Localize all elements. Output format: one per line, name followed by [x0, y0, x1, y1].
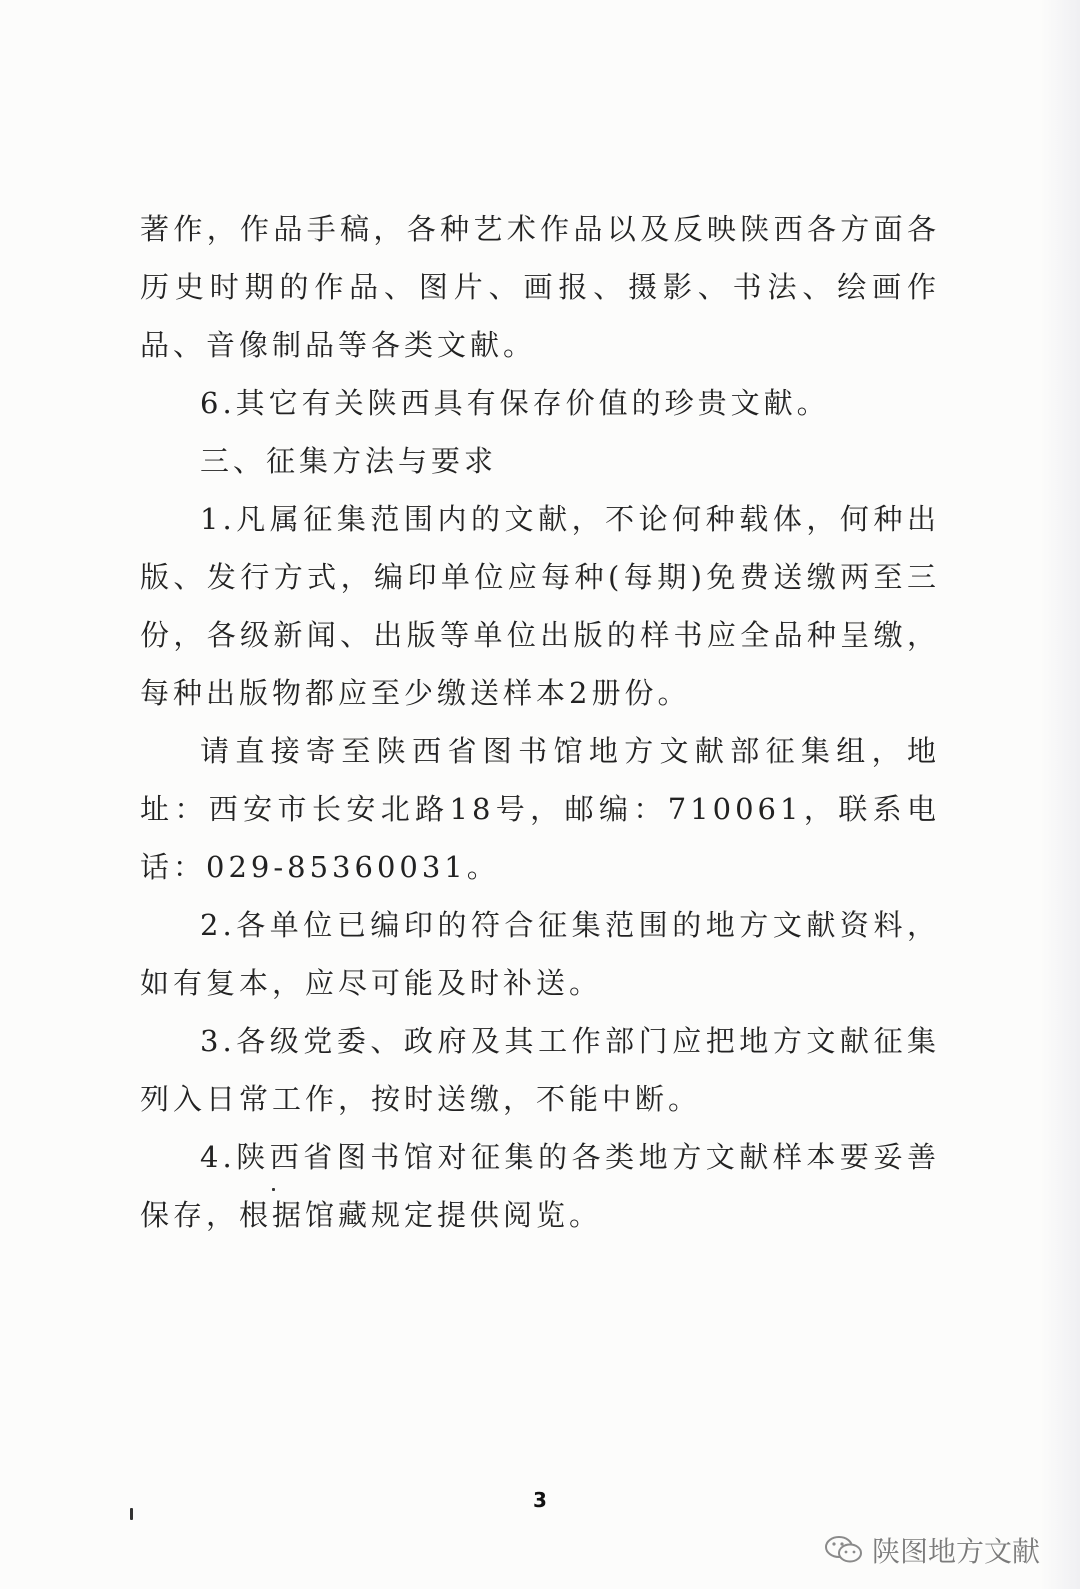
paragraph: 6.其它有关陕西具有保存价值的珍贵文献。 — [200, 386, 830, 420]
page-number: 3 — [533, 1488, 547, 1512]
watermark-text: 陕图地方文献 — [871, 1535, 1040, 1568]
watermark — [824, 1530, 1040, 1570]
wechat-icon — [824, 1534, 864, 1566]
section-heading: 三、征集方法与要求 — [200, 444, 498, 478]
paragraph: 3.各级党委、政府及其工作部门应把地方文献征集列入日常工作，按时送缴，不能中断。 — [140, 1024, 940, 1116]
scan-speck — [272, 1188, 275, 1191]
scan-speck — [130, 1508, 133, 1520]
paragraph: 2.各单位已编印的符合征集范围的地方文献资料，如有复本，应尽可能及时补送。 — [140, 908, 940, 1000]
scan-shadow — [1040, 0, 1080, 1589]
paragraph: 4.陕西省图书馆对征集的各类地方文献样本要妥善保存，根据馆藏规定提供阅览。 — [140, 1140, 940, 1232]
paragraph: 1.凡属征集范围内的文献，不论何种载体，何种出版、发行方式，编印单位应每种(每期)免费送缴两至三份，各级新闻、出版等单位出版的样书应全品种呈缴，每种出版物都应至少缴送样本2册份。 — [140, 502, 940, 710]
document-body — [140, 200, 940, 1244]
paragraph: 请直接寄至陕西省图书馆地方文献部征集组，地址：西安市长安北路18号，邮编：710061，联系电话：029-85360031。 — [140, 734, 940, 884]
paragraph: 著作，作品手稿，各种艺术作品以及反映陕西各方面各历史时期的作品、图片、画报、摄影、书法、绘画作品、音像制品等各类文献。 — [140, 212, 940, 362]
